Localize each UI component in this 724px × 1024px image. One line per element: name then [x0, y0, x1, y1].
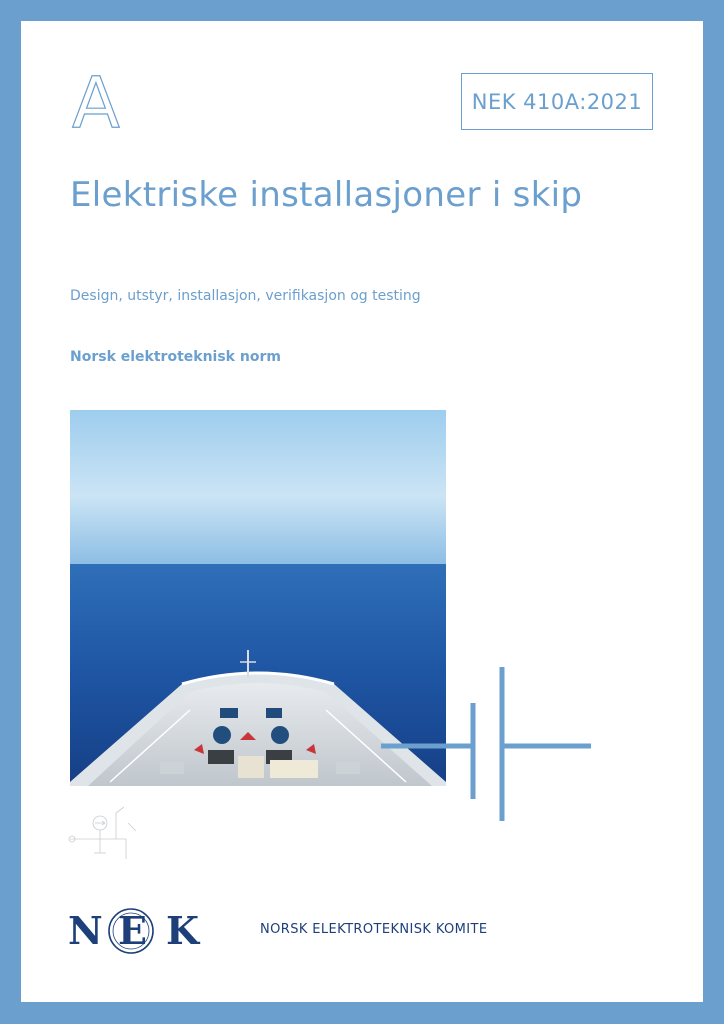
svg-text:A: A	[72, 69, 120, 131]
standard-code: NEK 410A:2021	[471, 89, 643, 114]
edition-letter-a	[70, 69, 122, 131]
circuit-schematic-icon	[66, 803, 141, 863]
cover-page	[21, 21, 703, 1002]
document-title: Elektriske installasjoner i skip	[70, 175, 583, 215]
svg-text:E: E	[118, 908, 147, 953]
capacitor-symbol-icon	[381, 661, 601, 826]
standard-code-box	[461, 73, 653, 130]
norm-label: Norsk elektroteknisk norm	[70, 349, 281, 365]
document-subtitle: Design, utstyr, installasjon, verifikasjon og testing	[70, 288, 421, 304]
svg-text:N: N	[68, 908, 103, 953]
svg-text:K: K	[166, 908, 200, 953]
organization-name: NORSK ELEKTROTEKNISK KOMITE	[260, 922, 488, 937]
nek-logo	[68, 906, 208, 956]
